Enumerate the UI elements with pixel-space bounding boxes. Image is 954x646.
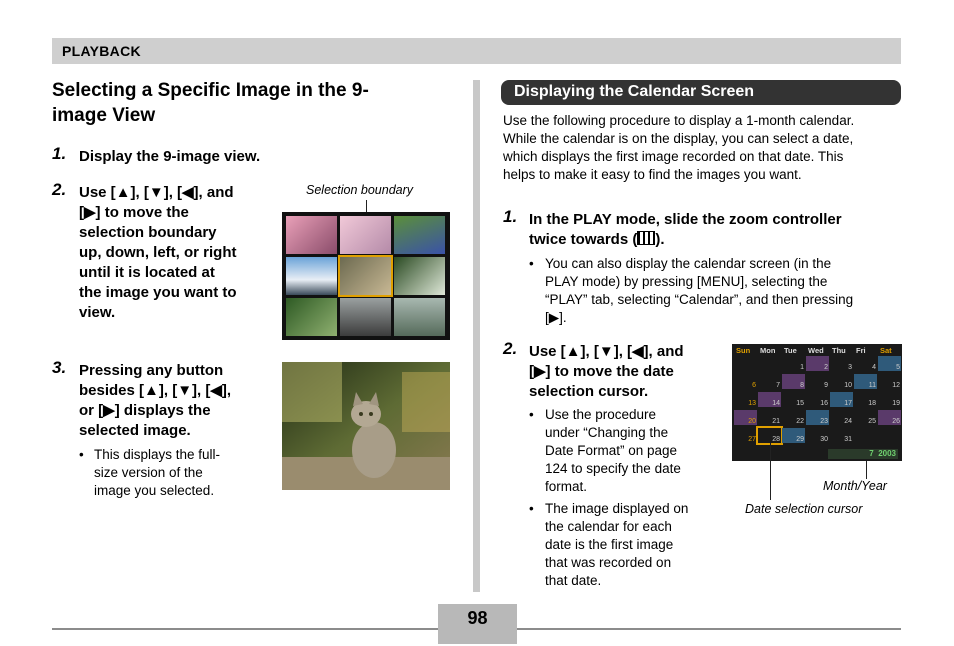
calendar-day-cell [806,410,829,425]
right-heading-bar [501,80,901,105]
step-3-number: 3. [52,358,67,377]
calendar-day-cell [806,428,829,443]
month-year-caption: Month/Year [823,479,887,493]
cal-day-sun: Sun [736,346,751,355]
calendar-day-number: 5 [896,364,900,371]
calendar-day-number: 28 [772,436,780,443]
calendar-day-number: 7 [776,382,780,389]
calendar-day-number: 10 [844,382,852,389]
calendar-day-number: 31 [844,436,852,443]
date-cursor-caption: Date selection cursor [745,502,863,516]
calendar-day-number: 23 [820,418,828,425]
right-step-2-bullet1: Use the procedure under “Changing the Date Format” on page 124 to specify the date format. [545,407,681,494]
calendar-day-number: 24 [844,418,852,425]
calendar-day-cell [782,410,805,425]
thumb-4 [286,257,337,295]
page-number: 98 [467,608,488,628]
cal-day-wed: Wed [808,346,824,355]
cursor-pointer [770,443,771,500]
month-year-pointer [866,461,867,479]
column-divider [473,80,480,592]
calendar-day-cell [782,374,805,389]
step-2-number: 2. [52,180,67,199]
cal-day-sat: Sat [880,346,892,355]
calendar-day-number: 2 [824,364,828,371]
calendar-day-cell [734,428,757,443]
calendar-day-number: 9 [824,382,828,389]
right-step-1-text: In the PLAY mode, slide the zoom controller twice towards ( ). [529,211,842,248]
selected-image-photo [282,362,450,490]
step-3-text: Pressing any button besides [▲], [▼], [◀], or [▶] displays the selected image. [79,362,232,439]
calendar-day-cell [878,428,901,443]
calendar-day-number: 17 [844,400,852,407]
thumb-3 [394,216,445,254]
calendar-day-cell [758,392,781,407]
calendar-day-cell [758,410,781,425]
right-step-2-text: Use [▲], [▼], [◀], and [▶] to move the date selection cursor. [529,343,684,400]
right-step-1-bullet: You can also display the calendar screen (in the PLAY mode) by pressing [MENU], selecting the “PLAY” tab, selecting “Calendar”, and then pressing [▶]. [545,256,854,325]
calendar-day-cell [878,356,901,371]
calendar-day-cell [878,410,901,425]
step-1-text: Display the 9-image view. [79,148,261,165]
calendar-day-cell [830,356,853,371]
calendar-day-number: 19 [892,400,900,407]
calendar-day-cell [758,374,781,389]
calendar-day-cell [734,410,757,425]
calendar-day-cell [830,428,853,443]
intro-paragraph: Use the following procedure to display a 1-month calendar. While the calendar is on the display, you can select a date, which displays the first image recorded on that date. This helps to make it easy to find the images you want. [503,113,855,182]
calendar-day-number: 29 [796,436,804,443]
calendar-day-number: 12 [892,382,900,389]
calendar-day-cell [854,392,877,407]
right-step-2-bullet2-mark: • [529,501,534,516]
calendar-day-number: 15 [796,400,804,407]
calendar-mode-icon [637,231,655,245]
calendar-day-number: 8 [800,382,804,389]
calendar-day-number: 1 [800,364,804,371]
calendar-day-cell [854,356,877,371]
calendar-day-cell [758,356,781,371]
thumb-1 [286,216,337,254]
step-3-bullet-mark: • [79,447,84,462]
cal-day-mon: Mon [760,346,776,355]
thumb-9 [394,298,445,336]
cal-day-thu: Thu [832,346,846,355]
calendar-day-cell [854,428,877,443]
calendar-day-number: 26 [892,418,900,425]
thumb-7 [286,298,337,336]
calendar-day-cell [734,374,757,389]
thumb-2 [340,216,391,254]
calendar-day-number: 3 [848,364,852,371]
step-2-text: Use [▲], [▼], [◀], and [▶] to move the selection boundary up, down, left, or right until it is located at the image you want to view. [79,184,237,321]
calendar-day-cell [782,428,805,443]
calendar-day-number: 30 [820,436,828,443]
calendar-day-cell [854,374,877,389]
calendar-day-number: 16 [820,400,828,407]
cal-day-tue: Tue [784,346,797,355]
thumb-6 [394,257,445,295]
date-selection-cursor [758,428,781,443]
right-step-2-number: 2. [503,339,518,358]
section-label: PLAYBACK [62,43,141,59]
step-3-bullet: This displays the full- size version of the image you selected. [94,447,221,498]
calendar-day-cell [782,356,805,371]
calendar-day-number: 11 [868,382,876,389]
month-year-display: 7 2003 [869,449,896,458]
calendar-day-cell [734,356,757,371]
right-step-1-bullet-mark: • [529,256,534,271]
calendar-day-cell [806,356,829,371]
right-step-1-number: 1. [503,207,518,226]
calendar-day-cell [806,392,829,407]
calendar-day-number: 20 [748,418,756,425]
calendar-day-number: 21 [772,418,780,425]
calendar-day-cell [878,374,901,389]
selection-boundary-caption: Selection boundary [306,183,414,197]
right-heading: Displaying the Calendar Screen [514,83,755,100]
section-header-bar [52,38,901,64]
cal-day-fri: Fri [856,346,866,355]
calendar-day-cell [830,410,853,425]
page-number-box [438,604,517,644]
calendar-day-cell [830,374,853,389]
calendar-day-cell [854,410,877,425]
nine-image-view [282,212,450,340]
thumb-8 [340,298,391,336]
calendar-day-number: 25 [868,418,876,425]
calendar-day-cell [782,392,805,407]
right-step-2-bullet2: The image displayed on the calendar for each date is the first image that was recorded on that date. [545,501,689,588]
calendar-day-number: 14 [772,400,780,407]
calendar-day-cell [806,374,829,389]
calendar-day-cell [878,392,901,407]
calendar-day-number: 13 [748,400,756,407]
calendar-day-number: 4 [872,364,876,371]
step-1-number: 1. [52,144,67,163]
left-heading: Selecting a Specific Image in the 9- image View [52,80,369,126]
calendar-day-number: 6 [752,382,756,389]
calendar-day-number: 27 [748,436,756,443]
calendar-day-number: 22 [796,418,804,425]
selection-boundary [338,255,393,297]
calendar-day-number: 18 [868,400,876,407]
right-step-2-bullet1-mark: • [529,407,534,422]
calendar-day-cell [734,392,757,407]
calendar-day-cell [830,392,853,407]
month-year-box [828,449,898,459]
calendar-screen [732,344,902,461]
